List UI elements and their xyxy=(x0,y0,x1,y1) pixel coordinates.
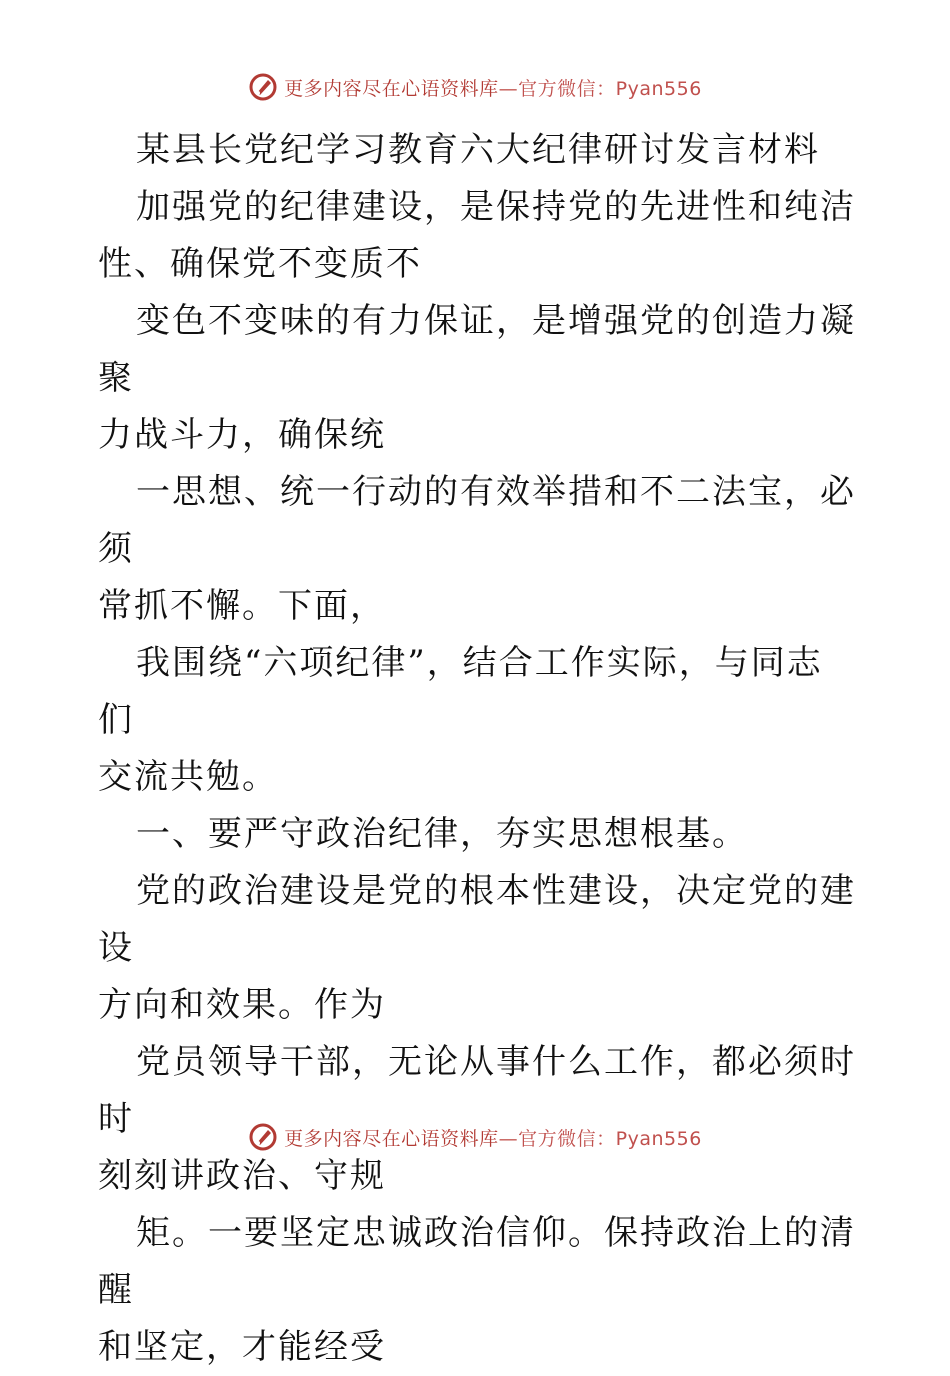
banner-separator: — xyxy=(498,77,519,100)
text-line: 矩。一要坚定忠诚政治信仰。保持政治上的清醒 xyxy=(98,1213,856,1310)
document-body xyxy=(98,122,858,1376)
text-line: 党的政治建设是党的根本性建设，决定党的建设 xyxy=(98,871,856,968)
banner-wechat-text: 官方微信：Pyan556 xyxy=(518,1127,702,1150)
footer-banner xyxy=(0,1122,950,1152)
text-line: 加强党的纪律建设，是保持党的先进性和纯洁 xyxy=(136,187,856,227)
logo-icon xyxy=(248,1122,278,1152)
section-heading: 一、要严守政治纪律，夯实思想根基。 xyxy=(136,814,748,854)
document-title: 某县长党纪学习教育六大纪律研讨发言材料 xyxy=(136,130,820,170)
text-line: 力战斗力，确保统 xyxy=(98,415,386,455)
text-line: 变色不变味的有力保证，是增强党的创造力凝聚 xyxy=(98,301,856,398)
text-line: 党员领导干部，无论从事什么工作，都必须时时 xyxy=(98,1042,856,1139)
banner-text xyxy=(284,1124,702,1151)
header-banner xyxy=(0,72,950,102)
text-line: 和坚定，才能经受 xyxy=(98,1327,386,1367)
banner-text xyxy=(284,74,702,101)
text-line: 常抓不懈。下面， xyxy=(98,586,386,626)
banner-separator: — xyxy=(498,1127,519,1150)
banner-main-text: 更多内容尽在心语资料库 xyxy=(284,77,499,100)
text-line: 方向和效果。作为 xyxy=(98,985,386,1025)
text-line: 我围绕“六项纪律”，结合工作实际，与同志们 xyxy=(98,643,823,740)
text-line: 性、确保党不变质不 xyxy=(98,244,422,284)
banner-wechat-text: 官方微信：Pyan556 xyxy=(518,77,702,100)
banner-main-text: 更多内容尽在心语资料库 xyxy=(284,1127,499,1150)
text-line: 刻刻讲政治、守规 xyxy=(98,1156,386,1196)
logo-icon xyxy=(248,72,278,102)
text-line: 一思想、统一行动的有效举措和不二法宝，必须 xyxy=(98,472,856,569)
text-line: 交流共勉。 xyxy=(98,757,278,797)
